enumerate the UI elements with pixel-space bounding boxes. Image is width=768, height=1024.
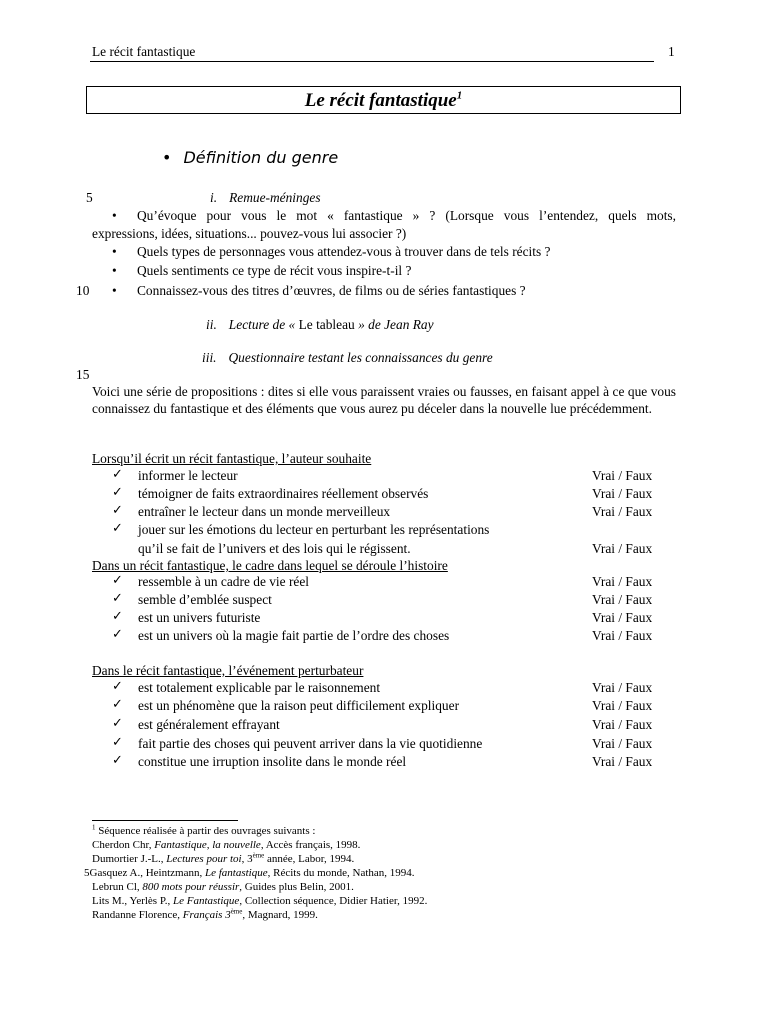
check-icon: ✓ [112, 735, 123, 750]
footnote-reference: Lebrun Cl, 800 mots pour réussir, Guides plus Belin, 2001. [92, 881, 354, 893]
footnote-reference: Cherdon Chr, Fantastique, la nouvelle, Accès français, 1998. [92, 839, 361, 851]
list-item: • Connaissez-vous des titres d’œuvres, de films ou de séries fantastiques ? [112, 283, 526, 298]
answer-choice[interactable]: Vrai / Faux [592, 628, 653, 643]
answer-choice[interactable]: Vrai / Faux [592, 754, 653, 769]
statement: est généralement effrayant [138, 717, 280, 732]
bullet-icon: • [112, 283, 117, 298]
group-heading-author: Lorsqu’il écrit un récit fantastique, l’auteur souhaite [92, 451, 372, 466]
list-item: • Quels sentiments ce type de récit vous inspire-t-il ? [112, 263, 412, 278]
statement: est totalement explicable par le raisonnement [138, 680, 381, 695]
footnote-reference: Lits M., Yerlès P., Le Fantastique, Collection séquence, Didier Hatier, 1992. [92, 895, 428, 907]
bullet-icon: • [112, 244, 117, 259]
check-icon: ✓ [112, 503, 123, 518]
check-icon: ✓ [112, 753, 123, 768]
answer-choice[interactable]: Vrai / Faux [592, 610, 653, 625]
footnote-intro: $^1$ Séquence réalisée à partir des ouvrages suivants : [92, 823, 316, 837]
check-icon: ✓ [112, 521, 123, 536]
page-title: Le récit fantastique$^1$ [304, 89, 463, 111]
subsection-remue-meninges: i. Remue-méninges [210, 190, 321, 205]
answer-choice[interactable]: Vrai / Faux [592, 736, 653, 751]
group-heading-event: Dans le récit fantastique, l’événement perturbateur [92, 663, 364, 678]
answer-choice[interactable]: Vrai / Faux [592, 717, 653, 732]
list-item: • Qu’évoque pour vous le mot « fantastique » ? (Lorsque vous l’entendez, quels mots, [112, 208, 676, 223]
header-rule [90, 61, 654, 62]
answer-choice[interactable]: Vrai / Faux [592, 574, 653, 589]
footnote-separator [92, 820, 238, 821]
statement: semble d’emblée suspect [138, 592, 272, 607]
statement: est un univers futuriste [138, 610, 261, 625]
statement: témoigner de faits extraordinaires réellement observés [138, 486, 429, 501]
title-box [86, 86, 681, 114]
subsection-lecture: ii. Lecture de « Le tableau » de Jean Ray [206, 317, 434, 332]
check-icon: ✓ [112, 716, 123, 731]
subsection-questionnaire: iii. Questionnaire testant les connaissances du genre [202, 350, 493, 365]
statement: fait partie des choses qui peuvent arriver dans la vie quotidienne [138, 736, 483, 751]
check-icon: ✓ [112, 609, 123, 624]
list-item: • Quels types de personnages vous attendez-vous à trouver dans de tels récits ? [112, 244, 551, 259]
section-heading: • Définition du genre [162, 148, 339, 167]
answer-choice[interactable]: Vrai / Faux [592, 698, 653, 713]
answer-choice[interactable]: Vrai / Faux [592, 680, 653, 695]
bullet-icon: • [162, 148, 172, 167]
footnote-ref[interactable]: 1 [456, 89, 463, 102]
running-header-title: Le récit fantastique [92, 44, 196, 59]
statement-continuation: qu’il se fait de l’univers et des lois qui le régissent. [138, 541, 411, 556]
bullet-icon: • [112, 208, 117, 223]
statement: entraîner le lecteur dans un monde merveilleux [138, 504, 391, 519]
footnote-reference: Dumortier J.-L., Lectures pour toi, 3ème année, Labor, 1994. [92, 851, 355, 865]
line-number-15: 15 [76, 367, 90, 382]
statement: est un phénomène que la raison peut difficilement expliquer [138, 698, 460, 713]
answer-choice[interactable]: Vrai / Faux [592, 504, 653, 519]
statement: constitue une irruption insolite dans le monde réel [138, 754, 407, 769]
answer-choice[interactable]: Vrai / Faux [592, 541, 653, 556]
line-number-5: 5 [86, 190, 93, 205]
check-icon: ✓ [112, 627, 123, 642]
check-icon: ✓ [112, 591, 123, 606]
footnote-reference: 5Gasquez A., Heintzmann, Le fantastique, Récits du monde, Nathan, 1994. [84, 867, 415, 879]
check-icon: ✓ [112, 467, 123, 482]
list-item-continuation: expressions, idées, situations... pouvez-vous lui associer ?) [92, 226, 407, 241]
line-number-10: 10 [76, 283, 90, 298]
check-icon: ✓ [112, 697, 123, 712]
answer-choice[interactable]: Vrai / Faux [592, 486, 653, 501]
group-heading-setting: Dans un récit fantastique, le cadre dans lequel se déroule l’histoire [92, 558, 448, 573]
statement: est un univers où la magie fait partie de l’ordre des choses [138, 628, 450, 643]
intro-paragraph: Voici une série de propositions : dites si elle vous paraissent vraies ou fausses, en faisant appel à ce que vous connaissez du fantastique et des éléments que vous aurez pu déceler dans la nouvelle lue précédemment. [92, 384, 676, 416]
check-icon: ✓ [112, 485, 123, 500]
statement: informer le lecteur [138, 468, 238, 483]
check-icon: ✓ [112, 573, 123, 588]
bullet-icon: • [112, 263, 117, 278]
statement: jouer sur les émotions du lecteur en perturbant les représentations [138, 522, 490, 537]
statement: ressemble à un cadre de vie réel [138, 574, 310, 589]
footnote-reference: Randanne Florence, Français 3ème, Magnard, 1999. [92, 907, 318, 921]
check-icon: ✓ [112, 679, 123, 694]
page-number: 1 [668, 44, 675, 59]
answer-choice[interactable]: Vrai / Faux [592, 468, 653, 483]
answer-choice[interactable]: Vrai / Faux [592, 592, 653, 607]
